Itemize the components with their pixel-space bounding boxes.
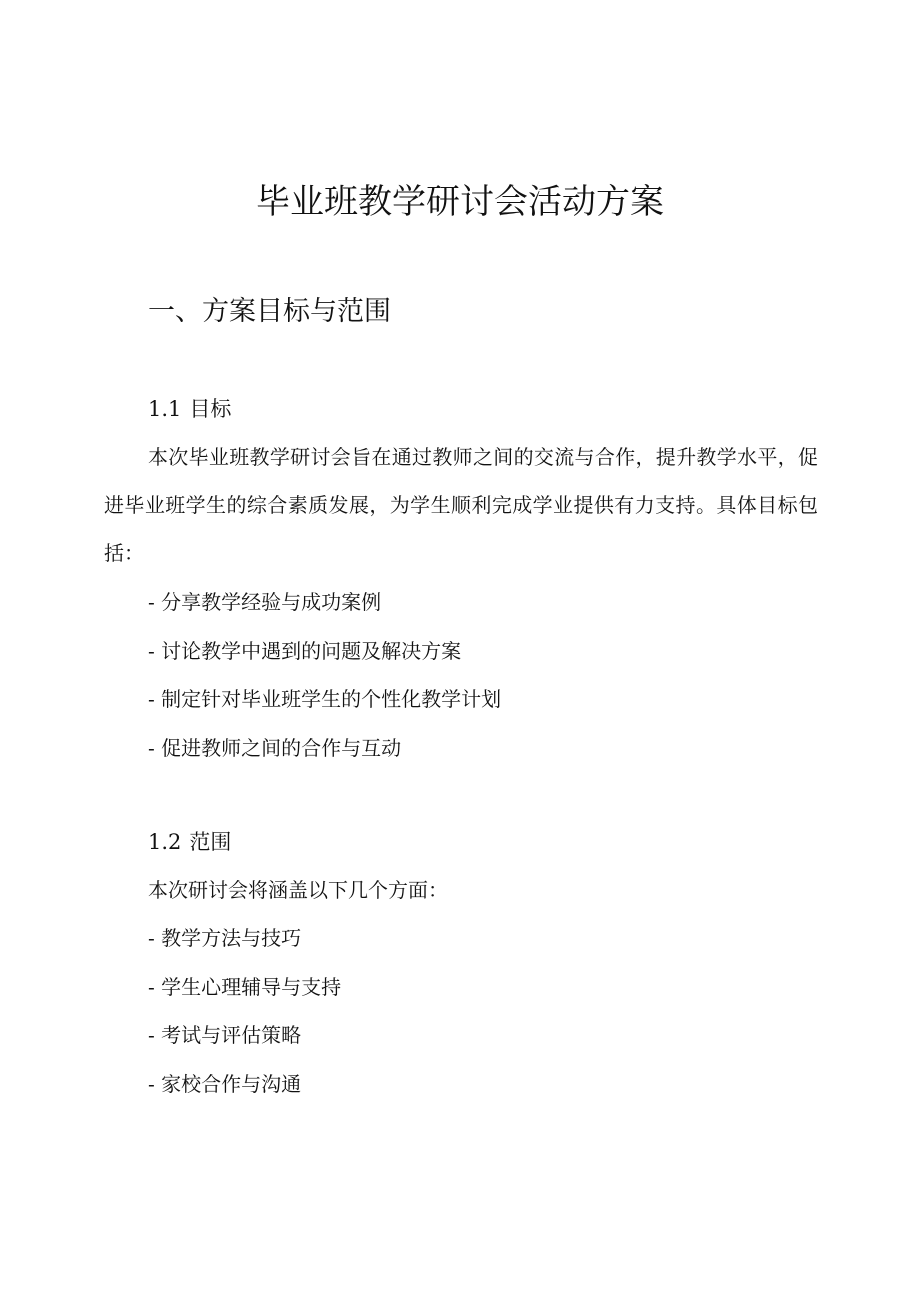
goal-list [148,586,501,780]
list-item: - 制定针对毕业班学生的个性化教学计划 [148,687,502,711]
subheading-goal [148,393,231,425]
scope-intro: 本次研讨会将涵盖以下几个方面： [148,878,448,902]
subheading-scope [148,826,231,858]
list-item: - 教学方法与技巧 [148,926,302,950]
list-item: - 学生心理辅导与支持 [148,974,342,999]
list-item: - 考试与评估策略 [148,1023,302,1047]
goal-paragraph: 本次毕业班教学研讨会旨在通过教师之间的交流与合作，提升教学水平，促进毕业班学生的综合素质发展，为学生顺利完成学业提供有力支持。具体目标包括： [104,445,818,565]
subheading-goal-number: 1.1 [148,397,182,421]
list-item: - 分享教学经验与成功案例 [148,590,382,614]
section-heading: 一、方案目标与范围 [148,296,391,327]
subheading-scope-title: 范围 [189,830,232,854]
scope-list [148,922,341,1116]
list-item: - 家校合作与沟通 [148,1071,302,1096]
list-item: - 讨论教学中遇到的问题及解决方案 [148,638,462,663]
subheading-goal-title: 目标 [189,397,232,421]
subheading-scope-number: 1.2 [148,830,182,854]
list-item: - 促进教师之间的合作与互动 [148,735,402,760]
document-title: 毕业班教学研讨会活动方案 [256,182,664,222]
